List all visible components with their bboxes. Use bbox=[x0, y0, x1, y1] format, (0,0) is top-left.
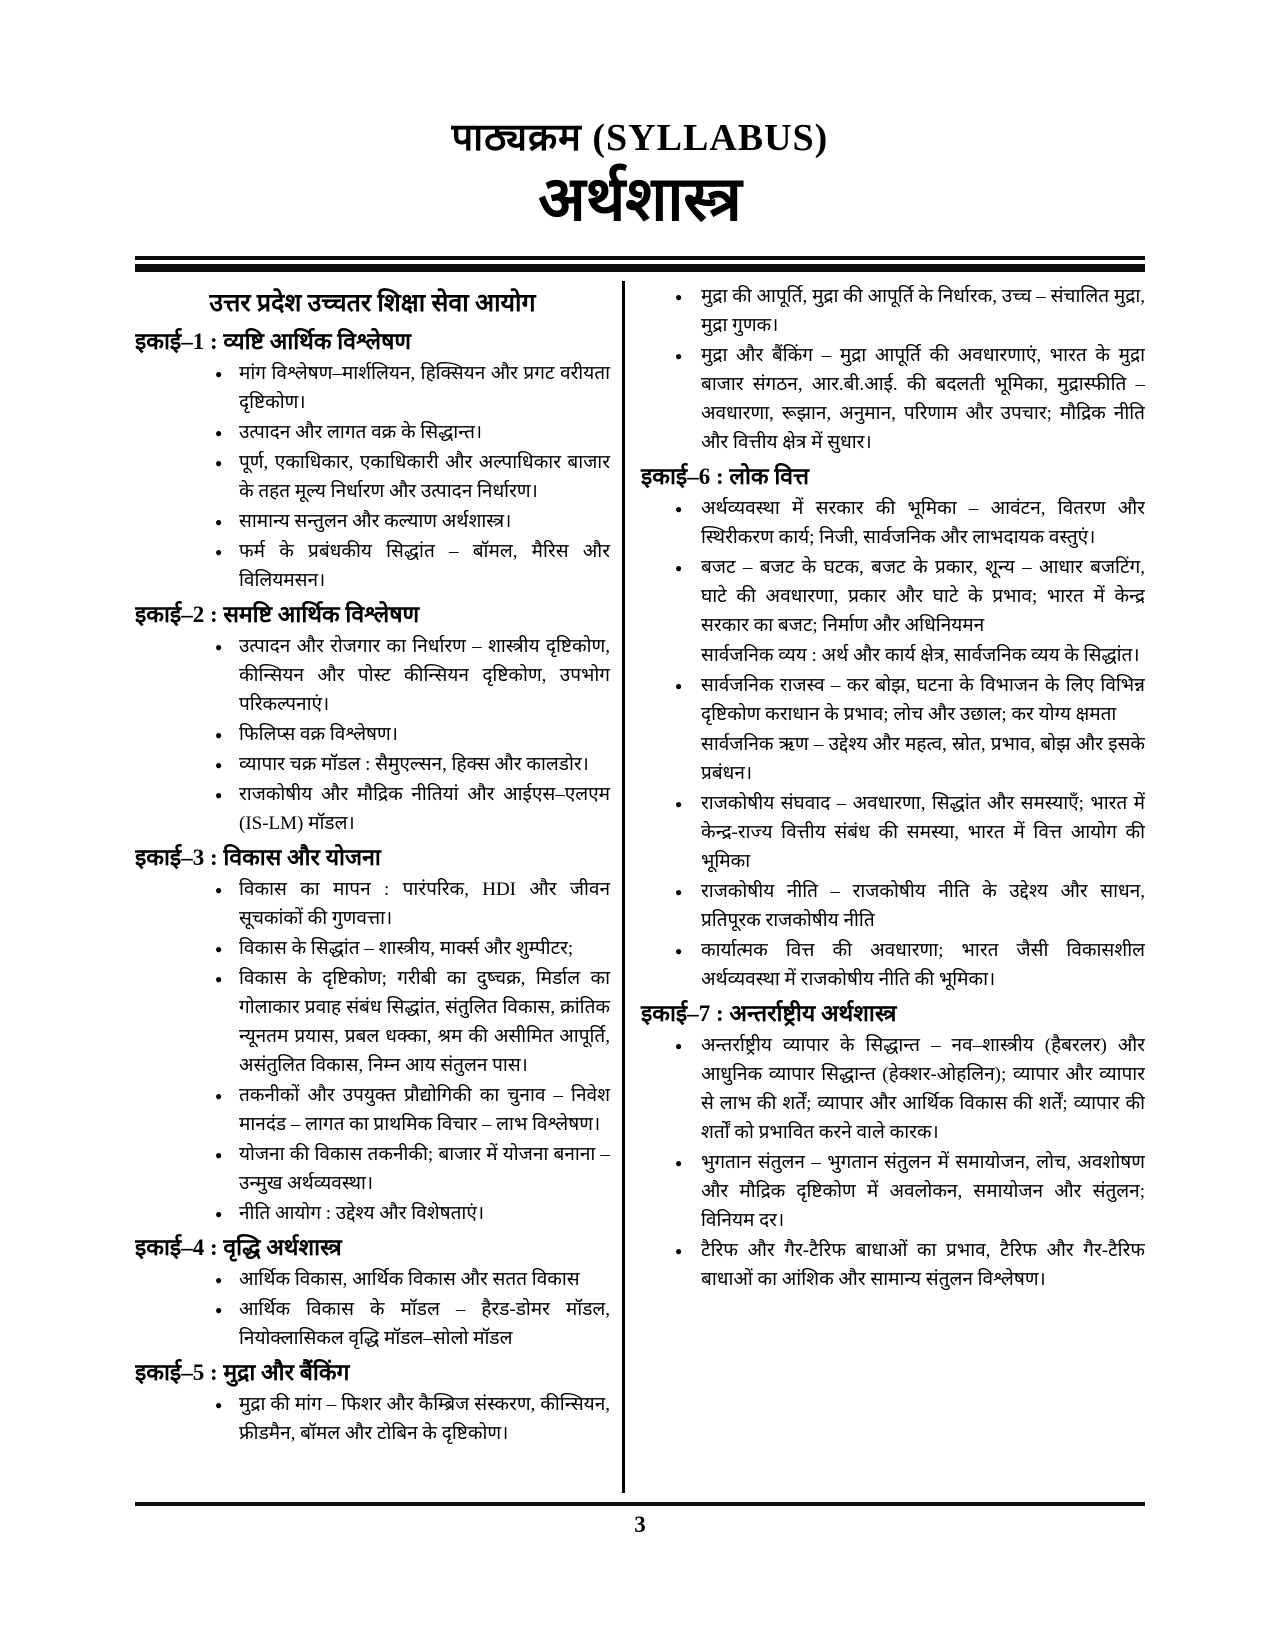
bullet-continuation: सार्वजनिक ऋण – उद्देश्य और महत्व, स्रोत, प्रभाव, बोझ और इसके प्रबंधन। bbox=[701, 734, 1145, 784]
bullet-item: ● आर्थिक विकास, आर्थिक विकास और सतत विकास bbox=[135, 1265, 610, 1294]
bullet-item: ● फर्म के प्रबंधकीय सिद्धांत – बॉमल, मैरिस और विलियमसन। bbox=[135, 537, 610, 595]
bullet-item: ● मुद्रा और बैंकिंग – मुद्रा आपूर्ति की अवधारणाएं, भारत के मुद्रा बाजार संगठन, आर.बी.आई. की बदलती भूमिका, मुद्रास्फीति – अवधारणा, रूझान, अनुमान, परिणाम और उपचार; मौद्रिक नीति और वित्तीय क्षेत्र में सुधार। bbox=[641, 341, 1145, 457]
right-sections bbox=[641, 282, 1145, 1294]
left-column bbox=[135, 281, 622, 1493]
page-title: पाठ्यक्रम (SYLLABUS) bbox=[451, 117, 829, 159]
section-heading: इकाई–3 : विकास और योजना bbox=[135, 845, 381, 870]
section-heading: इकाई–1 : व्यष्टि आर्थिक विश्लेषण bbox=[135, 329, 412, 354]
commission-header: उत्तर प्रदेश उच्चतर शिक्षा सेवा आयोग bbox=[209, 290, 536, 317]
bullet-item: ● मांग विश्लेषण–मार्शलियन, हिक्सियन और प्रगट वरीयता दृष्टिकोण। bbox=[135, 359, 610, 417]
bullet-item: ● विकास के दृष्टिकोण; गरीबी का दुष्चक्र, मिर्डाल का गोलाकार प्रवाह संबंध सिद्धांत, संतुलित विकास, क्रांतिक न्यूनतम प्रयास, प्रबल धक्का, श्रम की असीमित आपूर्ति, असंतुलित विकास, निम्न आय संतुलन पास। bbox=[135, 964, 610, 1080]
bullet-item: ● मुद्रा की आपूर्ति, मुद्रा की आपूर्ति के निर्धारक, उच्च – संचालित मुद्रा, मुद्रा गुणक। bbox=[641, 282, 1145, 340]
bullet-item: ● नीति आयोग : उद्देश्य और विशेषताएं। bbox=[135, 1199, 610, 1228]
two-column-body bbox=[135, 281, 1145, 1493]
bullet-item: ● अन्तर्राष्ट्रीय व्यापार के सिद्धान्त – नव–शास्त्रीय (हैबरलर) और आधुनिक व्यापार सिद्धान्त (हेक्शर-ओहलिन); व्यापार और व्यापार से लाभ की शर्तें; व्यापार और आर्थिक विकास की शर्तें; व्यापार की शर्तों को प्रभावित करने वाले कारक। bbox=[641, 1031, 1145, 1147]
bullet-item: ● तकनीकों और उपयुक्त प्रौद्योगिकी का चुनाव – निवेश मानदंड – लागत का प्राथमिक विचार – लाभ विश्लेषण। bbox=[135, 1081, 610, 1139]
footer-rule bbox=[135, 1502, 1145, 1506]
bullet-item: ● मुद्रा की मांग – फिशर और कैम्ब्रिज संस्करण, कीन्सियन, फ्रीडमैन, बॉमल और टोबिन के दृष्टिकोण। bbox=[135, 1390, 610, 1448]
bullet-item: ● बजट – बजट के घटक, बजट के प्रकार, शून्य – आधार बजटिंग, घाटे की अवधारणा, प्रकार और घाटे के प्रभाव; भारत में केन्द्र सरकार का बजट; निर्माण और अधिनियमन bbox=[641, 553, 1145, 640]
left-sections bbox=[135, 325, 610, 1448]
bullet-item: ● कार्यात्मक वित्त की अवधारणा; भारत जैसी विकासशील अर्थव्यवस्था में राजकोषीय नीति की भूमिका। bbox=[641, 936, 1145, 994]
bullet-item: ● अर्थव्यवस्था में सरकार की भूमिका – आवंटन, वितरण और स्थिरीकरण कार्य; निजी, सार्वजनिक और लाभदायक वस्तुएं। bbox=[641, 494, 1145, 552]
bullet-item: ● उत्पादन और रोजगार का निर्धारण – शास्त्रीय दृष्टिकोण, कीन्सियन और पोस्ट कीन्सियन दृष्टिकोण, उपभोग परिकल्पनाएं। bbox=[135, 632, 610, 719]
bullet-item: ● राजकोषीय संघवाद – अवधारणा, सिद्धांत और समस्याएँ; भारत में केन्द्र-राज्य वित्तीय संबंध की समस्या, भारत में वित्त आयोग की भूमिका bbox=[641, 789, 1145, 876]
bullet-item: ● राजकोषीय और मौद्रिक नीतियां और आईएस–एलएम (IS-LM) मॉडल। bbox=[135, 780, 610, 838]
bullet-item: ● सार्वजनिक राजस्व – कर बोझ, घटना के विभाजन के लिए विभिन्न दृष्टिकोण कराधान के प्रभाव; लोच और उछाल; कर योग्य क्षमता bbox=[641, 671, 1145, 729]
bullet-item: ● भुगतान संतुलन – भुगतान संतुलन में समायोजन, लोच, अवशोषण और मौद्रिक दृष्टिकोण में अवलोकन, समायोजन और संतुलन; विनियम दर। bbox=[641, 1148, 1145, 1235]
section-heading: इकाई–4 : वृद्धि अर्थशास्त्र bbox=[135, 1235, 342, 1260]
section-heading: इकाई–6 : लोक वित्त bbox=[641, 464, 809, 489]
bullet-item: ● फिलिप्स वक्र विश्लेषण। bbox=[135, 720, 610, 749]
section-heading: इकाई–2 : समष्टि आर्थिक विश्लेषण bbox=[135, 602, 420, 627]
bullet-item: ● योजना की विकास तकनीकी; बाजार में योजना बनाना – उन्मुख अर्थव्यवस्था। bbox=[135, 1140, 610, 1198]
bullet-continuation: सार्वजनिक व्यय : अर्थ और कार्य क्षेत्र, सार्वजनिक व्यय के सिद्धांत। bbox=[701, 645, 1140, 666]
page-footer bbox=[135, 1502, 1145, 1538]
section-heading: इकाई–7 : अन्तर्राष्ट्रीय अर्थशास्त्र bbox=[641, 1001, 897, 1026]
bullet-item: ● व्यापार चक्र मॉडल : सैमुएल्सन, हिक्स और कालडोर। bbox=[135, 750, 610, 779]
bullet-item: ● विकास के सिद्धांत – शास्त्रीय, मार्क्स और शुम्पीटर; bbox=[135, 934, 610, 963]
header-rule bbox=[135, 256, 1145, 273]
page-number: 3 bbox=[634, 1512, 646, 1537]
bullet-item: ● विकास का मापन : पारंपरिक, HDI और जीवन सूचकांकों की गुणवत्ता। bbox=[135, 875, 610, 933]
right-column bbox=[625, 281, 1145, 1493]
section-heading: इकाई–5 : मुद्रा और बैंकिंग bbox=[135, 1360, 350, 1385]
bullet-item: ● आर्थिक विकास के मॉडल – हैरड-डोमर मॉडल, नियोक्लासिकल वृद्धि मॉडल–सोलो मॉडल bbox=[135, 1295, 610, 1353]
bullet-item: ● राजकोषीय नीति – राजकोषीय नीति के उद्देश्य और साधन, प्रतिपूरक राजकोषीय नीति bbox=[641, 877, 1145, 935]
bullet-item: ● पूर्ण, एकाधिकार, एकाधिकारी और अल्पाधिकार बाजार के तहत मूल्य निर्धारण और उत्पादन निर्धारण। bbox=[135, 448, 610, 506]
bullet-item: ● सामान्य सन्तुलन और कल्याण अर्थशास्त्र। bbox=[135, 507, 610, 536]
subject-title: अर्थशास्त्र bbox=[538, 166, 742, 234]
bullet-item: ● टैरिफ और गैर-टैरिफ बाधाओं का प्रभाव, टैरिफ और गैर-टैरिफ बाधाओं का आंशिक और सामान्य संतुलन विश्लेषण। bbox=[641, 1236, 1145, 1294]
bullet-item: ● उत्पादन और लागत वक्र के सिद्धान्त। bbox=[135, 418, 610, 447]
